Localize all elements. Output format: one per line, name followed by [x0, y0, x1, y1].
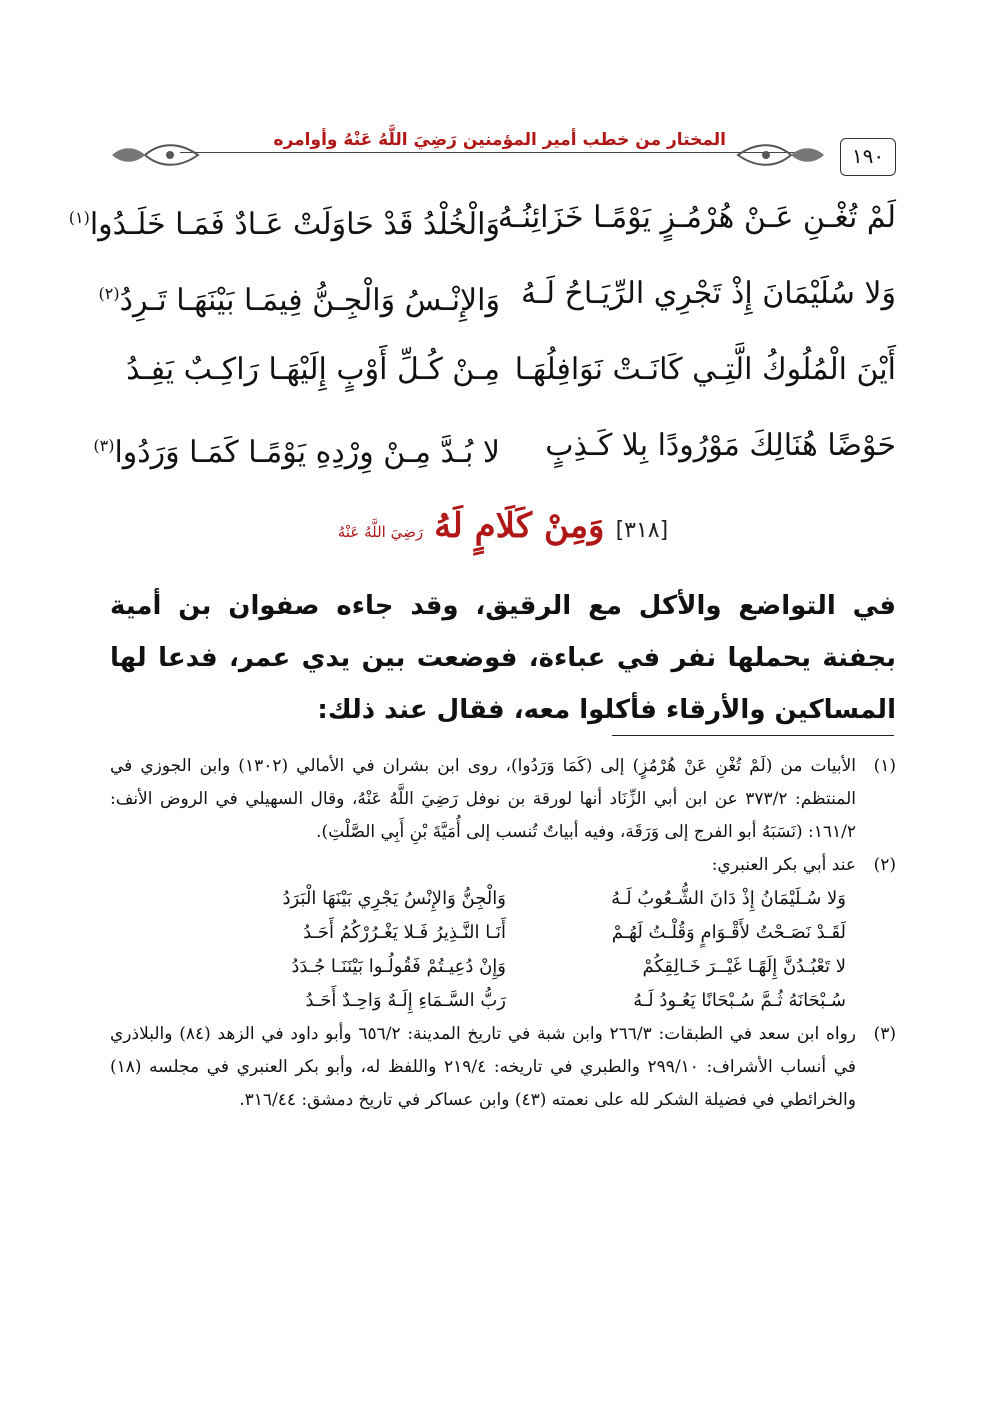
footnote-text: رواه ابن سعد في الطبقات: ٢٦٦/٣ وابن شبة في تاريخ المدينة: ٦٥٦/٢ وأبو داود في الزهد (٨٤) والبلاذري في أنساب الأشراف: ٢٩٩/١٠ والطبري في تاريخه: ٢١٩/٤ واللفظ له، وأبو بكر العنبري في مجلسه (١٨) والخرائطي في فضيلة الشكر لله على نعمته (٤٣) وابن عساكر في تاريخ دمشق: ٣١٦/٤٤. — [110, 1024, 856, 1110]
footnote-1 — [110, 750, 896, 849]
verse-second-hemistich: وَالْخُلْدُ قَدْ حَاوَلَتْ عَـادٌ فَمَـا خَلَـدُوا$^{(١)}$ — [68, 207, 500, 242]
footnote-verse-first: لا تَعْبُـدُنَّ إِلَهًـا غَيْــرَ خَـالِقِكُمْ — [642, 956, 846, 977]
footnote-marker[interactable]: (٣) — [93, 436, 115, 455]
verse-line — [93, 418, 896, 494]
section-heading — [110, 506, 896, 546]
footnote-text: عند أبي بكر العنبري: — [711, 855, 856, 875]
poem — [68, 190, 896, 494]
footnote-separator — [612, 735, 894, 736]
verse-first-hemistich: لَمْ تُغْـنِ عَـنْ هُرْمُـزٍ يَوْمًـا خَزَائِنُـهُ — [497, 200, 896, 235]
footnote-number: (١) — [873, 756, 896, 776]
footnote-3 — [110, 1018, 896, 1117]
verse-first-hemistich: أَيْنَ الْمُلُوكُ الَّتِـي كَانَـتْ نَوَافِلُهَـا — [514, 352, 896, 387]
footnotes — [110, 750, 896, 1117]
verse-second-hemistich: وَالإِنْـسُ وَالْجِـنُّ فِيمَـا بَيْنَهَـا تَـرِدُ$^{(٢)}$ — [98, 283, 500, 318]
footnote-verse-second: وَإِنْ دُعِيـتُمْ فَقُولُـوا بَيْنَنَـا جُـدَدُ — [291, 956, 506, 977]
intro-paragraph: في التواضع والأكل مع الرقيق، وقد جاءه صفوان بن أمية بجفنة يحملها نفر في عباءة، فوضعت بين يدي عمر، فدعا لها المساكين والأرقاء فأكلوا معه، فقال عند ذلك: — [110, 591, 896, 725]
footnote-poem — [110, 882, 896, 1018]
floral-ornament-icon — [110, 140, 200, 170]
footnote-number: (٢) — [873, 855, 896, 875]
verse-line — [68, 190, 896, 266]
verse-second-hemistich: مِـنْ كُـلِّ أَوْبٍ إِلَيْهَـا رَاكِـبٌ يَفِـدُ — [126, 352, 500, 387]
footnote-verse-second: رَبُّ السَّـمَاءِ إِلَـهٌ وَاحِـدٌ أَحَـدُ — [305, 990, 506, 1011]
footnote-2 — [110, 849, 896, 882]
verse-line — [110, 342, 896, 418]
section-honorific: رَضِيَ اللَّهُ عَنْهُ — [337, 523, 424, 541]
header-rule — [180, 152, 816, 153]
footnote-verse-second: وَالْجِنُّ وَالإِنْسُ يَجْرِي بَيْنَهَا الْبَرَدُ — [282, 888, 506, 909]
footnote-verse — [110, 916, 846, 950]
footnote-text: الأبيات من (لَمْ تُغْنِ عَنْ هُرْمُزٍ) إلى (كَمَا وَرَدُوا)، روى ابن بشران في الأمالي (١٣٠٢) وابن الجوزي في المنتظم: ٣٧٣/٢ عن ابن أبي الزِّنَاد أنها لورقة بن نوفل رَضِيَ اللَّهُ عَنْهُ، وقال السهيلي في الروض الأنف: ١٦١/٢: (نَسَبَهُ أبو الفرج إلى وَرَقَة، وفيه أبياتٌ تُنسب إلى أُمَيَّةَ بْنِ أَبِي الصَّلْتِ). — [110, 756, 856, 842]
verse-second-hemistich: لا بُـدَّ مِـنْ وِرْدِهِ يَوْمًـا كَمَـا وَرَدُوا$^{(٣)}$ — [93, 435, 500, 470]
section-title: وَمِنْ كَلَامٍ لَهُ — [434, 506, 605, 546]
footnote-marker[interactable]: (٢) — [98, 284, 120, 303]
verse-first-hemistich: حَوْضًا هُنَالِكَ مَوْرُودًا بِلا كَـذِبٍ — [545, 428, 896, 463]
verse-first-hemistich: وَلا سُلَيْمَانَ إِذْ تَجْرِي الرِّيَـاحُ لَـهُ — [520, 276, 896, 311]
running-title: المختار من خطب أمير المؤمنين رَضِيَ اللَّهُ عَنْهُ وأوامره — [273, 130, 726, 150]
footnote-verse — [110, 882, 846, 916]
verse-line — [98, 266, 896, 342]
footnote-verse — [110, 950, 846, 984]
footnote-verse-first: لَقَـدْ نَصَـحْتُ لأَقْـوَامٍ وَقُلْـتُ لَهُـمْ — [611, 922, 846, 943]
footnote-marker[interactable]: (١) — [68, 208, 90, 227]
footnote-number: (٣) — [873, 1024, 896, 1044]
footnote-verse-first: وَلا سُـلَيْمَانُ إِذْ دَانَ الشُّـعُوبُ لَـهُ — [611, 888, 846, 909]
footnote-verse — [110, 984, 846, 1018]
footnote-verse-second: أَنَـا النَّـذِيرُ فَـلا يَغْـرُرْكُمُ أَحَـدُ — [303, 922, 506, 943]
page-number: ١٩٠ — [840, 138, 896, 176]
floral-ornament-icon — [736, 140, 826, 170]
section-number: [٣١٨] — [615, 518, 669, 543]
page-header — [110, 118, 896, 178]
footnote-verse-first: سُـبْحَانَهُ ثُـمَّ سُـبْحَانًا يَعُـودُ لَـهُ — [633, 990, 846, 1011]
